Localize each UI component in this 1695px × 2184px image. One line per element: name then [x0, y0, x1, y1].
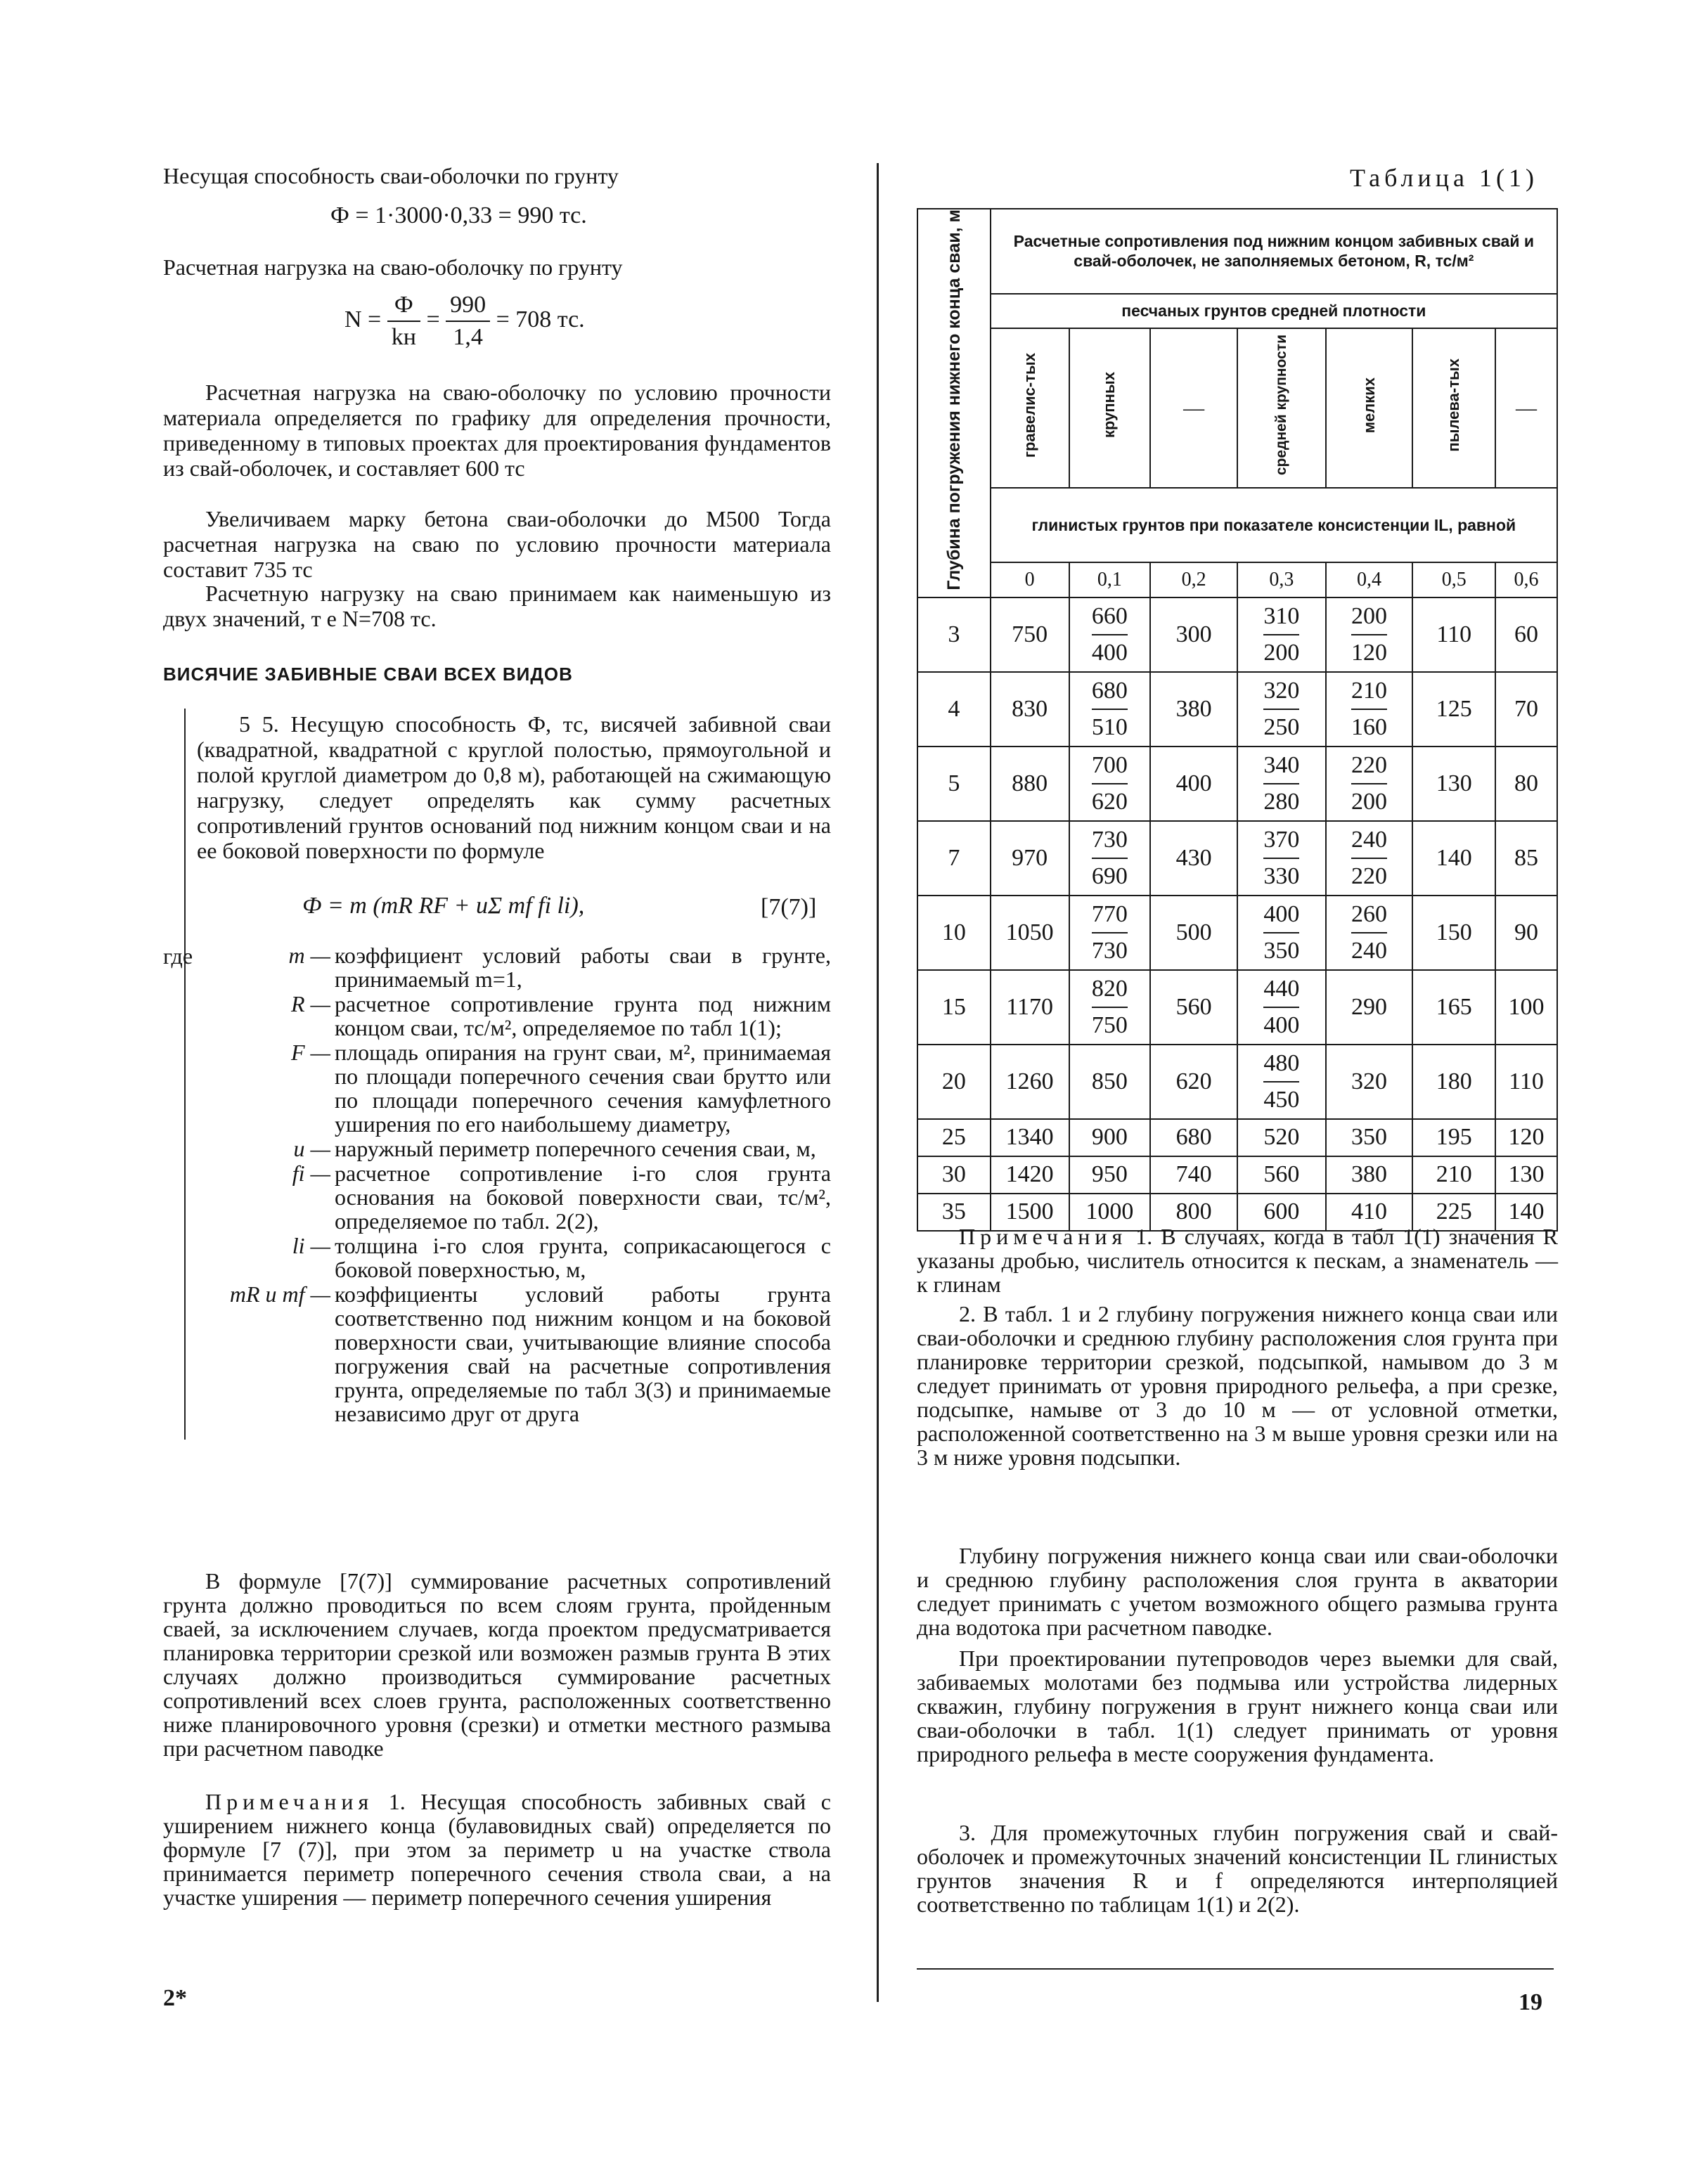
depth-cell: 3: [917, 597, 991, 672]
sand-value: 220: [1351, 748, 1387, 784]
resistance-cell: 620: [1150, 1045, 1237, 1119]
definition-item: [225, 992, 831, 1040]
resistance-cell: 750: [991, 597, 1069, 672]
clay-value: 220: [1351, 862, 1388, 889]
sand-value: 680: [1092, 673, 1128, 710]
definition-text: наружный периметр поперечного сечения сваи, м,: [335, 1136, 816, 1161]
resistance-cell: 380: [1326, 1156, 1413, 1194]
resistance-cell: 120: [1495, 1119, 1557, 1156]
resistance-cell: 350: [1326, 1119, 1413, 1156]
fraction-value: [1263, 599, 1299, 671]
resistance-cell: 110: [1495, 1045, 1557, 1119]
definition-symbol: u —: [293, 1136, 330, 1161]
table-body: [917, 597, 1557, 1231]
table-row: [917, 597, 1557, 672]
definition-text: площадь опирания на грунт сваи, м², принимаемая по площади поперечного сечения сваи брутто или по площади поперечного сечения камуфлетного уширения по его наибольшему диаметру,: [335, 1040, 831, 1137]
table-title: Таблица 1(1): [1350, 164, 1538, 192]
sand-value: 440: [1263, 971, 1299, 1008]
note-block: [163, 1790, 831, 1909]
depth-cell: 35: [917, 1194, 991, 1231]
table-row: [917, 672, 1557, 747]
fraction-value: [1351, 673, 1387, 745]
note-text: 1. В случаях, когда в табл 1(1) значения R указаны дробью, числитель относится к пескам, а знаменатель — к глинам: [917, 1224, 1559, 1297]
resistance-cell: 400: [1150, 747, 1237, 821]
clay-value: 280: [1263, 788, 1300, 815]
sand-type: гравелис-тых: [1020, 352, 1038, 458]
formula-bearing-capacity: Ф = m (mR RF + uΣ mf fi li),: [302, 893, 585, 919]
resistance-cell: [1326, 672, 1413, 747]
resistance-cell: 140: [1412, 821, 1495, 896]
resistance-cell: 290: [1326, 970, 1413, 1045]
fraction-value: [1351, 822, 1387, 894]
clay-value: 250: [1263, 713, 1300, 740]
fraction-value: [1351, 897, 1387, 969]
depth-cell: 5: [917, 747, 991, 821]
resistance-cell: 1050: [991, 896, 1069, 970]
fraction-numerator: 990: [446, 290, 490, 322]
resistance-cell: 60: [1495, 597, 1557, 672]
fraction-value: [1263, 673, 1299, 745]
table-note: При проектировании путепроводов через выемки для свай, забиваемых молотами без подмыва или устройства лидерных скважин, глубину погружения в грунт нижнего конца сваи или сваи-оболочки в табл. 1(1) следует принимать от уровня природного рельефа в месте сооружения фундамента.: [917, 1646, 1558, 1766]
resistance-cell: 430: [1150, 821, 1237, 896]
resistance-cell: 680: [1150, 1119, 1237, 1156]
resistance-cell: [1237, 747, 1326, 821]
resistance-cell: 740: [1150, 1156, 1237, 1194]
il-value: 0,6: [1495, 562, 1557, 597]
resistance-cell: 180: [1412, 1045, 1495, 1119]
sand-type-cell: [1412, 328, 1495, 488]
definition-item: [225, 1040, 831, 1136]
resistance-cell: [1326, 597, 1413, 672]
resistance-cell: 800: [1150, 1194, 1237, 1231]
fraction-value: [1092, 599, 1128, 671]
clay-value: 620: [1091, 788, 1128, 815]
column-divider: [877, 163, 879, 2002]
resistance-cell: [1069, 747, 1151, 821]
resistance-cell: 500: [1150, 896, 1237, 970]
clay-value: 750: [1091, 1012, 1128, 1038]
paragraph: В формуле [7(7)] суммирование расчетных сопротивлений грунта должно проводиться по всем слоям грунта, пройденным сваей, за исключением случаев, когда проектом предусматривается планировка территории срезкой или возможен размыв грунта В этих случаях должно производиться суммирование расчетных сопротивлений всех слоев грунта, расположенных соответственно ниже планировочного уровня (срезки) и отметки местного размыва при расчетном паводке: [163, 1568, 831, 1761]
fraction-value: [1263, 748, 1299, 820]
paragraph: Расчетную нагрузку на сваю принимаем как наименьшую из двух значений, т е N=708 тс.: [163, 581, 831, 631]
resistance-cell: 1420: [991, 1156, 1069, 1194]
bottom-rule: [917, 1968, 1554, 1970]
clay-value: 450: [1263, 1086, 1300, 1113]
sand-value: 700: [1092, 748, 1128, 784]
fraction-numerator: Ф: [387, 290, 420, 322]
il-value: 0,2: [1150, 562, 1237, 597]
definition-text: расчетное сопротивление i-го слоя грунта основания на боковой поверхности сваи, тс/м², определяемое по табл. 2(2),: [335, 1161, 831, 1234]
depth-cell: 30: [917, 1156, 991, 1194]
depth-header: Глубина погружения нижнего конца сваи, м: [943, 209, 964, 590]
table-row: [917, 1156, 1557, 1194]
note-label: Примечания: [205, 1789, 374, 1814]
depth-cell: 4: [917, 672, 991, 747]
sand-value: 210: [1351, 673, 1387, 710]
fraction-denominator: 1,4: [453, 324, 483, 350]
resistance-cell: 130: [1412, 747, 1495, 821]
resistance-cell: 70: [1495, 672, 1557, 747]
definition-symbol: mR и mf —: [229, 1281, 330, 1307]
resistance-cell: 1500: [991, 1194, 1069, 1231]
clay-value: 200: [1263, 639, 1300, 666]
resistance-cell: [1237, 672, 1326, 747]
formula-load: [344, 290, 585, 353]
resistance-cell: 380: [1150, 672, 1237, 747]
resistance-cell: 1000: [1069, 1194, 1151, 1231]
definition-symbol: fi —: [292, 1161, 330, 1186]
note-text: 1. Несущая способность забивных свай с уширением нижнего конца (булавовидных свай) определяется по формуле [7 (7)], при этом за периметр u на участке ствола принимается периметр поперечного сечения ствола сваи, а на участке уширения — периметр поперечного сечения уширения: [163, 1789, 832, 1910]
fraction-value: [1263, 822, 1299, 894]
resistance-cell: 1340: [991, 1119, 1069, 1156]
fraction-value: [1351, 748, 1387, 820]
sand-value: 320: [1263, 673, 1299, 710]
formula: Ф = 1·3000·0,33 = 990 тс.: [330, 202, 587, 228]
resistance-cell: [1326, 896, 1413, 970]
margin-rule: [184, 709, 186, 1440]
definition-item: [225, 1282, 831, 1426]
resistance-cell: 100: [1495, 970, 1557, 1045]
clay-value: 730: [1091, 937, 1128, 964]
section-heading: ВИСЯЧИЕ ЗАБИВНЫЕ СВАИ ВСЕХ ВИДОВ: [163, 664, 573, 685]
formula-number: [7(7)]: [761, 894, 817, 920]
depth-cell: 7: [917, 821, 991, 896]
clay-value: 200: [1351, 788, 1388, 815]
resistance-cell: [1069, 597, 1151, 672]
resistance-cell: 80: [1495, 747, 1557, 821]
resistance-cell: 125: [1412, 672, 1495, 747]
sand-value: 730: [1092, 822, 1128, 859]
formula-part: = 708 тс.: [496, 306, 585, 332]
il-value: 0,4: [1326, 562, 1413, 597]
resistance-cell: [1237, 970, 1326, 1045]
sand-type-cell: [1326, 328, 1413, 488]
il-value: 0,5: [1412, 562, 1495, 597]
resistance-cell: [1237, 1045, 1326, 1119]
definition-symbol: F —: [291, 1040, 330, 1065]
resistance-cell: 195: [1412, 1119, 1495, 1156]
resistance-cell: 970: [991, 821, 1069, 896]
clay-value: 240: [1351, 937, 1388, 964]
sand-value: 400: [1263, 897, 1299, 933]
paragraph: Расчетная нагрузка на сваю-оболочку по грунту: [163, 254, 623, 280]
sand-header: песчаных грунтов средней плотности: [991, 294, 1557, 329]
paragraph: Увеличиваем марку бетона сваи-оболочки до М500 Тогда расчетная нагрузка на сваю по условию прочности материала составит 735 тс: [163, 506, 831, 582]
resistance-cell: [1069, 672, 1151, 747]
resistance-cell: 150: [1412, 896, 1495, 970]
resistance-cell: 110: [1412, 597, 1495, 672]
sand-type-cell: —: [1150, 328, 1237, 488]
sand-value: 660: [1092, 599, 1128, 635]
table-row: [917, 970, 1557, 1045]
definition-symbol: m —: [288, 943, 330, 968]
clay-value: 400: [1091, 639, 1128, 666]
table-row: [917, 1119, 1557, 1156]
clay-value: 400: [1263, 1012, 1300, 1038]
sand-type: мелких: [1360, 377, 1378, 433]
depth-cell: 25: [917, 1119, 991, 1156]
fraction-value: [1263, 897, 1299, 969]
resistance-cell: 210: [1412, 1156, 1495, 1194]
table-note: [917, 1225, 1558, 1296]
fraction: [387, 290, 420, 353]
sand-type: крупных: [1100, 372, 1119, 439]
definition-text: коэффициенты условий работы грунта соответственно под нижним концом и на боковой поверхности сваи, учитывающие влияние способа погружения свай на расчетные сопротивления грунта, определяемые по табл 3(3) и принимаемые независимо друг от друга: [335, 1281, 831, 1426]
table-row: [917, 821, 1557, 896]
table-row: [917, 1045, 1557, 1119]
resistance-cell: [1069, 970, 1151, 1045]
sand-type-cell: [991, 328, 1069, 488]
depth-cell: 10: [917, 896, 991, 970]
resistance-cell: 90: [1495, 896, 1557, 970]
resistance-cell: [1237, 821, 1326, 896]
sand-value: 770: [1092, 897, 1128, 933]
fraction-value: [1092, 748, 1128, 820]
resistance-cell: 320: [1326, 1045, 1413, 1119]
depth-cell: 20: [917, 1045, 991, 1119]
resistance-cell: [1069, 896, 1151, 970]
resistance-cell: 560: [1150, 970, 1237, 1045]
resistance-cell: [1237, 896, 1326, 970]
where-label: где: [163, 943, 193, 969]
fraction-value: [1263, 1046, 1299, 1118]
resistance-cell: 600: [1237, 1194, 1326, 1231]
definition-text: толщина i-го слоя грунта, соприкасающегося с боковой поверхностью, м,: [335, 1233, 831, 1282]
formula-part: =: [426, 306, 440, 332]
resistance-header: Расчетные сопротивления под нижним концом забивных свай и свай-оболочек, не заполняемых бетоном, R, тс/м²: [991, 209, 1557, 294]
sand-value: 260: [1351, 897, 1387, 933]
resistance-cell: 850: [1069, 1045, 1151, 1119]
definition-symbol: R —: [291, 991, 330, 1016]
sand-type: средней крупности: [1272, 335, 1289, 476]
definition-text: расчетное сопротивление грунта под нижним концом сваи, тс/м², определяемое по табл 1(1);: [335, 991, 831, 1040]
il-value: 0,1: [1069, 562, 1151, 597]
table-note: 3. Для промежуточных глубин погружения свай и свай-оболочек и промежуточных значений консистенции IL глинистых грунтов значения R и f определяются интерполяцией соответственно по таблицам 1(1) и 2(2).: [917, 1820, 1558, 1917]
note-label: Примечания: [959, 1224, 1128, 1249]
sand-value: 340: [1263, 748, 1299, 784]
depth-header-cell: [917, 209, 991, 597]
page-number: 19: [1519, 1989, 1542, 2015]
sand-type-cell: [1069, 328, 1151, 488]
il-value: 0: [991, 562, 1069, 597]
resistance-cell: 130: [1495, 1156, 1557, 1194]
resistance-cell: 300: [1150, 597, 1237, 672]
definition-symbol: li —: [292, 1233, 330, 1258]
table-note: Глубину погружения нижнего конца сваи или сваи-оболочки и среднюю глубину расположения слоя грунта в акватории следует принимать с учетом возможного общего размыва грунта дна водотока при расчетном паводке.: [917, 1543, 1558, 1640]
sand-value: 820: [1092, 971, 1128, 1008]
clay-value: 690: [1091, 862, 1128, 889]
sand-value: 240: [1351, 822, 1387, 859]
paragraph: Расчетная нагрузка на сваю-оболочку по условию прочности материала определяется по графику для определения прочности, приведенному в типовых проектах для проектирования фундаментов из свай-оболочек, и составляет 600 тс: [163, 380, 831, 481]
definitions-list: [225, 943, 831, 1426]
resistance-cell: 900: [1069, 1119, 1151, 1156]
paragraph: 5 5. Несущую способность Ф, тс, висячей забивной сваи (квадратной, квадратной с круглой полостью, прямоугольной и полой круглой диаметром до 0,8 м), работающей на сжимающую нагрузку, следует определять как сумму расчетных сопротивлений грунтов оснований под нижним концом сваи и на ее боковой поверхности по формуле: [197, 711, 831, 863]
depth-cell: 15: [917, 970, 991, 1045]
fraction-value: [1092, 897, 1128, 969]
sand-value: 370: [1263, 822, 1299, 859]
resistance-cell: 1260: [991, 1045, 1069, 1119]
resistance-table: [917, 208, 1558, 1232]
definition-item: [225, 943, 831, 991]
page-signature: 2*: [163, 1985, 187, 2011]
clay-value: 350: [1263, 937, 1300, 964]
resistance-cell: [1069, 821, 1151, 896]
clay-value: 510: [1091, 713, 1128, 740]
resistance-cell: 165: [1412, 970, 1495, 1045]
resistance-cell: [1237, 597, 1326, 672]
resistance-cell: 830: [991, 672, 1069, 747]
resistance-cell: 85: [1495, 821, 1557, 896]
clay-value: 160: [1351, 713, 1388, 740]
sand-type-cell: —: [1495, 328, 1557, 488]
fraction-value: [1092, 673, 1128, 745]
sand-value: 310: [1263, 599, 1299, 635]
table-row: [917, 747, 1557, 821]
resistance-cell: 1170: [991, 970, 1069, 1045]
sand-type-cell: [1237, 328, 1326, 488]
il-value: 0,3: [1237, 562, 1326, 597]
fraction-value: [1092, 822, 1128, 894]
resistance-cell: [1326, 747, 1413, 821]
clay-header: глинистых грунтов при показателе консистенции IL, равной: [991, 488, 1557, 562]
definition-item: [225, 1161, 831, 1233]
fraction-value: [1092, 971, 1128, 1043]
resistance-cell: 560: [1237, 1156, 1326, 1194]
fraction-value: [1351, 599, 1387, 671]
fraction-denominator: kн: [391, 324, 416, 350]
resistance-cell: 880: [991, 747, 1069, 821]
definition-item: [225, 1137, 831, 1161]
resistance-cell: 410: [1326, 1194, 1413, 1231]
resistance-cell: 225: [1412, 1194, 1495, 1231]
definition-text: коэффициент условий работы сваи в грунте, принимаемый m=1,: [335, 943, 831, 992]
resistance-cell: 950: [1069, 1156, 1151, 1194]
resistance-cell: 520: [1237, 1119, 1326, 1156]
fraction-value: [1263, 971, 1299, 1043]
sand-value: 480: [1263, 1046, 1299, 1083]
clay-value: 330: [1263, 862, 1300, 889]
definition-item: [225, 1234, 831, 1281]
formula-part: N =: [344, 306, 382, 332]
fraction: [446, 290, 490, 353]
table-note: 2. В табл. 1 и 2 глубину погружения нижнего конца сваи или сваи-оболочки и среднюю глубину расположения слоя грунта при планировке территории срезкой, подсыпкой, намывом до 3 м следует принимать от уровня природного рельефа, а при срезке, подсыпке, намыве от 3 до 10 м — от условной отметки, расположенной соответственно на 3 м выше уровня срезки или на 3 м ниже уровня подсыпки.: [917, 1301, 1558, 1470]
resistance-cell: 140: [1495, 1194, 1557, 1231]
table-row: [917, 896, 1557, 970]
sand-type: пылева-тых: [1445, 358, 1463, 452]
paragraph: Несущая способность сваи-оболочки по грунту: [163, 163, 619, 188]
sand-value: 200: [1351, 599, 1387, 635]
resistance-cell: [1326, 821, 1413, 896]
clay-value: 120: [1351, 639, 1388, 666]
